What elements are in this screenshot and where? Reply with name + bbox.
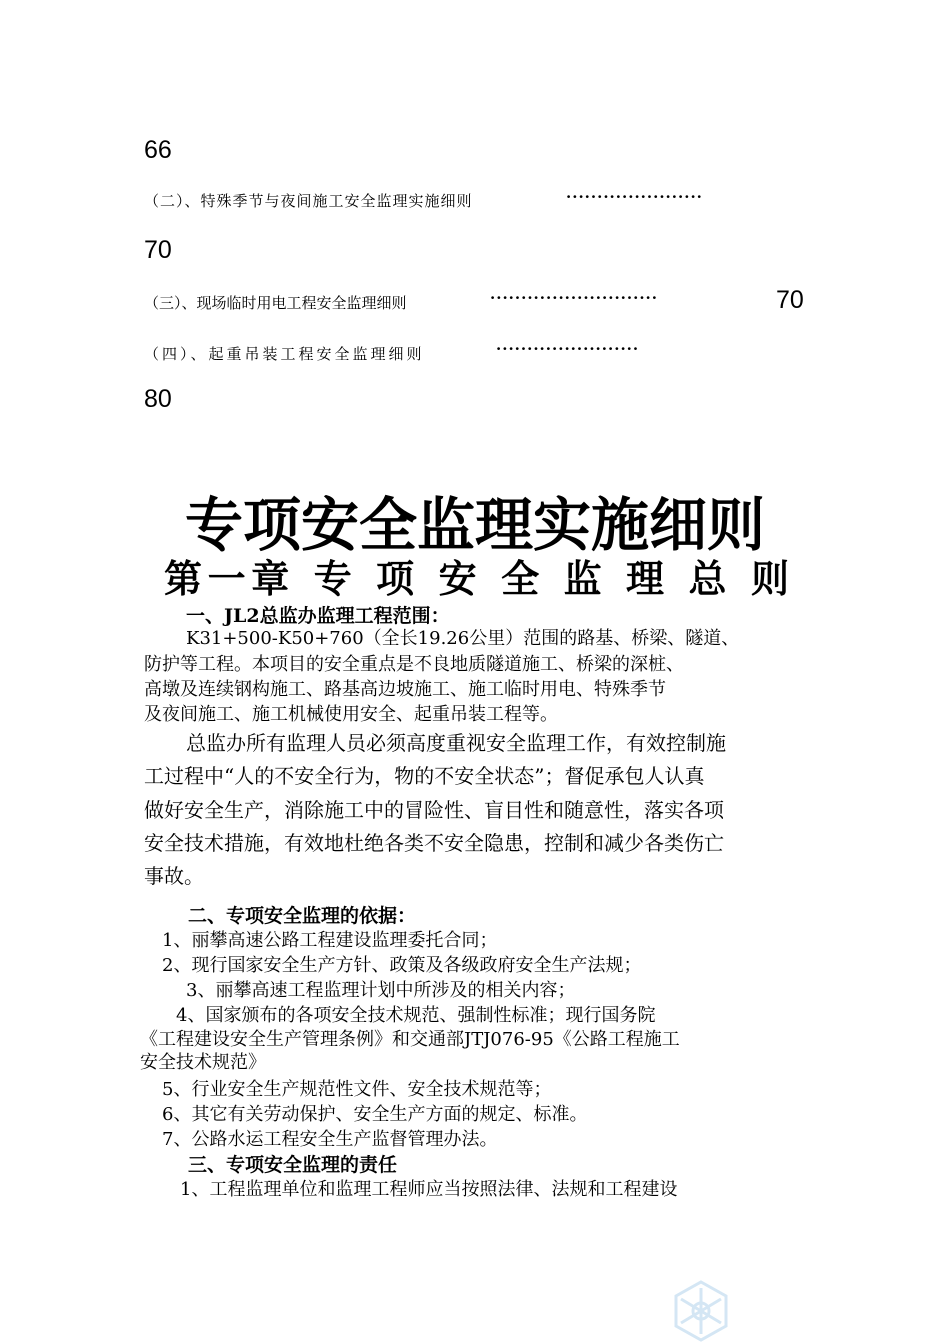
toc-leader-dots: ······················: [566, 188, 703, 206]
list-item: 1、工程监理单位和监理工程师应当按照法律、法规和工程建设: [180, 1179, 678, 1200]
toc-page-number: 66: [144, 136, 172, 164]
toc-entry-label: （二）、特殊季节与夜间施工安全监理实施细则: [144, 192, 473, 210]
text-line: 工过程中“人的不安全行为，物的不安全状态”；督促承包人认真: [144, 764, 705, 788]
toc-entry-label: （三）、现场临时用电工程安全监理细则: [144, 294, 407, 312]
list-item: 4、国家颁布的各项安全技术规范、强制性标准；现行国务院: [176, 1005, 656, 1026]
list-item: 7、公路水运工程安全生产监督管理办法。: [162, 1129, 498, 1150]
text-line: 总监办所有监理人员必须高度重视安全监理工作，有效控制施: [186, 731, 726, 755]
toc-page-number: 70: [144, 236, 172, 264]
text-line: 高墩及连续钢构施工、路基高边坡施工、施工临时用电、特殊季节: [144, 679, 666, 700]
toc-leader-dots: ·······················: [496, 340, 640, 358]
section-heading: 一、JL2总监办监理工程范围：: [186, 605, 450, 627]
text-line: K31+500-K50+760（全长19.26公里）范围的路基、桥梁、隧道、: [186, 628, 740, 649]
list-item: 3、丽攀高速工程监理计划中所涉及的相关内容；: [186, 980, 576, 1001]
list-item: 安全技术规范》: [140, 1052, 266, 1073]
text-line: 防护等工程。本项目的安全重点是不良地质隧道施工、桥梁的深桩、: [144, 654, 684, 675]
text-line: 安全技术措施，有效地杜绝各类不安全隐患，控制和减少各类伤亡: [144, 831, 724, 855]
list-item: 5、行业安全生产规范性文件、安全技术规范等；: [162, 1079, 552, 1100]
section-heading: 三、专项安全监理的责任: [188, 1154, 398, 1176]
text-line: 及夜间施工、施工机械使用安全、起重吊装工程等。: [144, 704, 558, 725]
list-item: 6、其它有关劳动保护、安全生产方面的规定、标准。: [162, 1104, 588, 1125]
toc-page-number: 70: [776, 286, 804, 314]
list-item: 1、丽攀高速公路工程建设监理委托合同；: [162, 930, 498, 951]
list-item: 2、现行国家安全生产方针、政策及各级政府安全生产法规；: [162, 955, 642, 976]
toc-page-number: 80: [144, 385, 172, 413]
list-item: 《工程建设安全生产管理条例》和交通部JTJ076-95《公路工程施工: [140, 1029, 680, 1050]
text-line: 事故。: [144, 864, 204, 888]
text-line: 做好安全生产，消除施工中的冒险性、盲目性和随意性，落实各项: [144, 798, 724, 822]
toc-leader-dots: ···························: [490, 289, 658, 307]
chapter-title: 第一章 专 项 安 全 监 理 总 则: [164, 556, 789, 601]
section-heading: 二、专项安全监理的依据：: [188, 905, 417, 927]
document-title: 专项安全监理实施细则: [184, 491, 765, 559]
snowflake-logo-icon: [668, 1278, 734, 1344]
toc-entry-label: （四）、起重吊装工程安全监理细则: [144, 345, 425, 363]
